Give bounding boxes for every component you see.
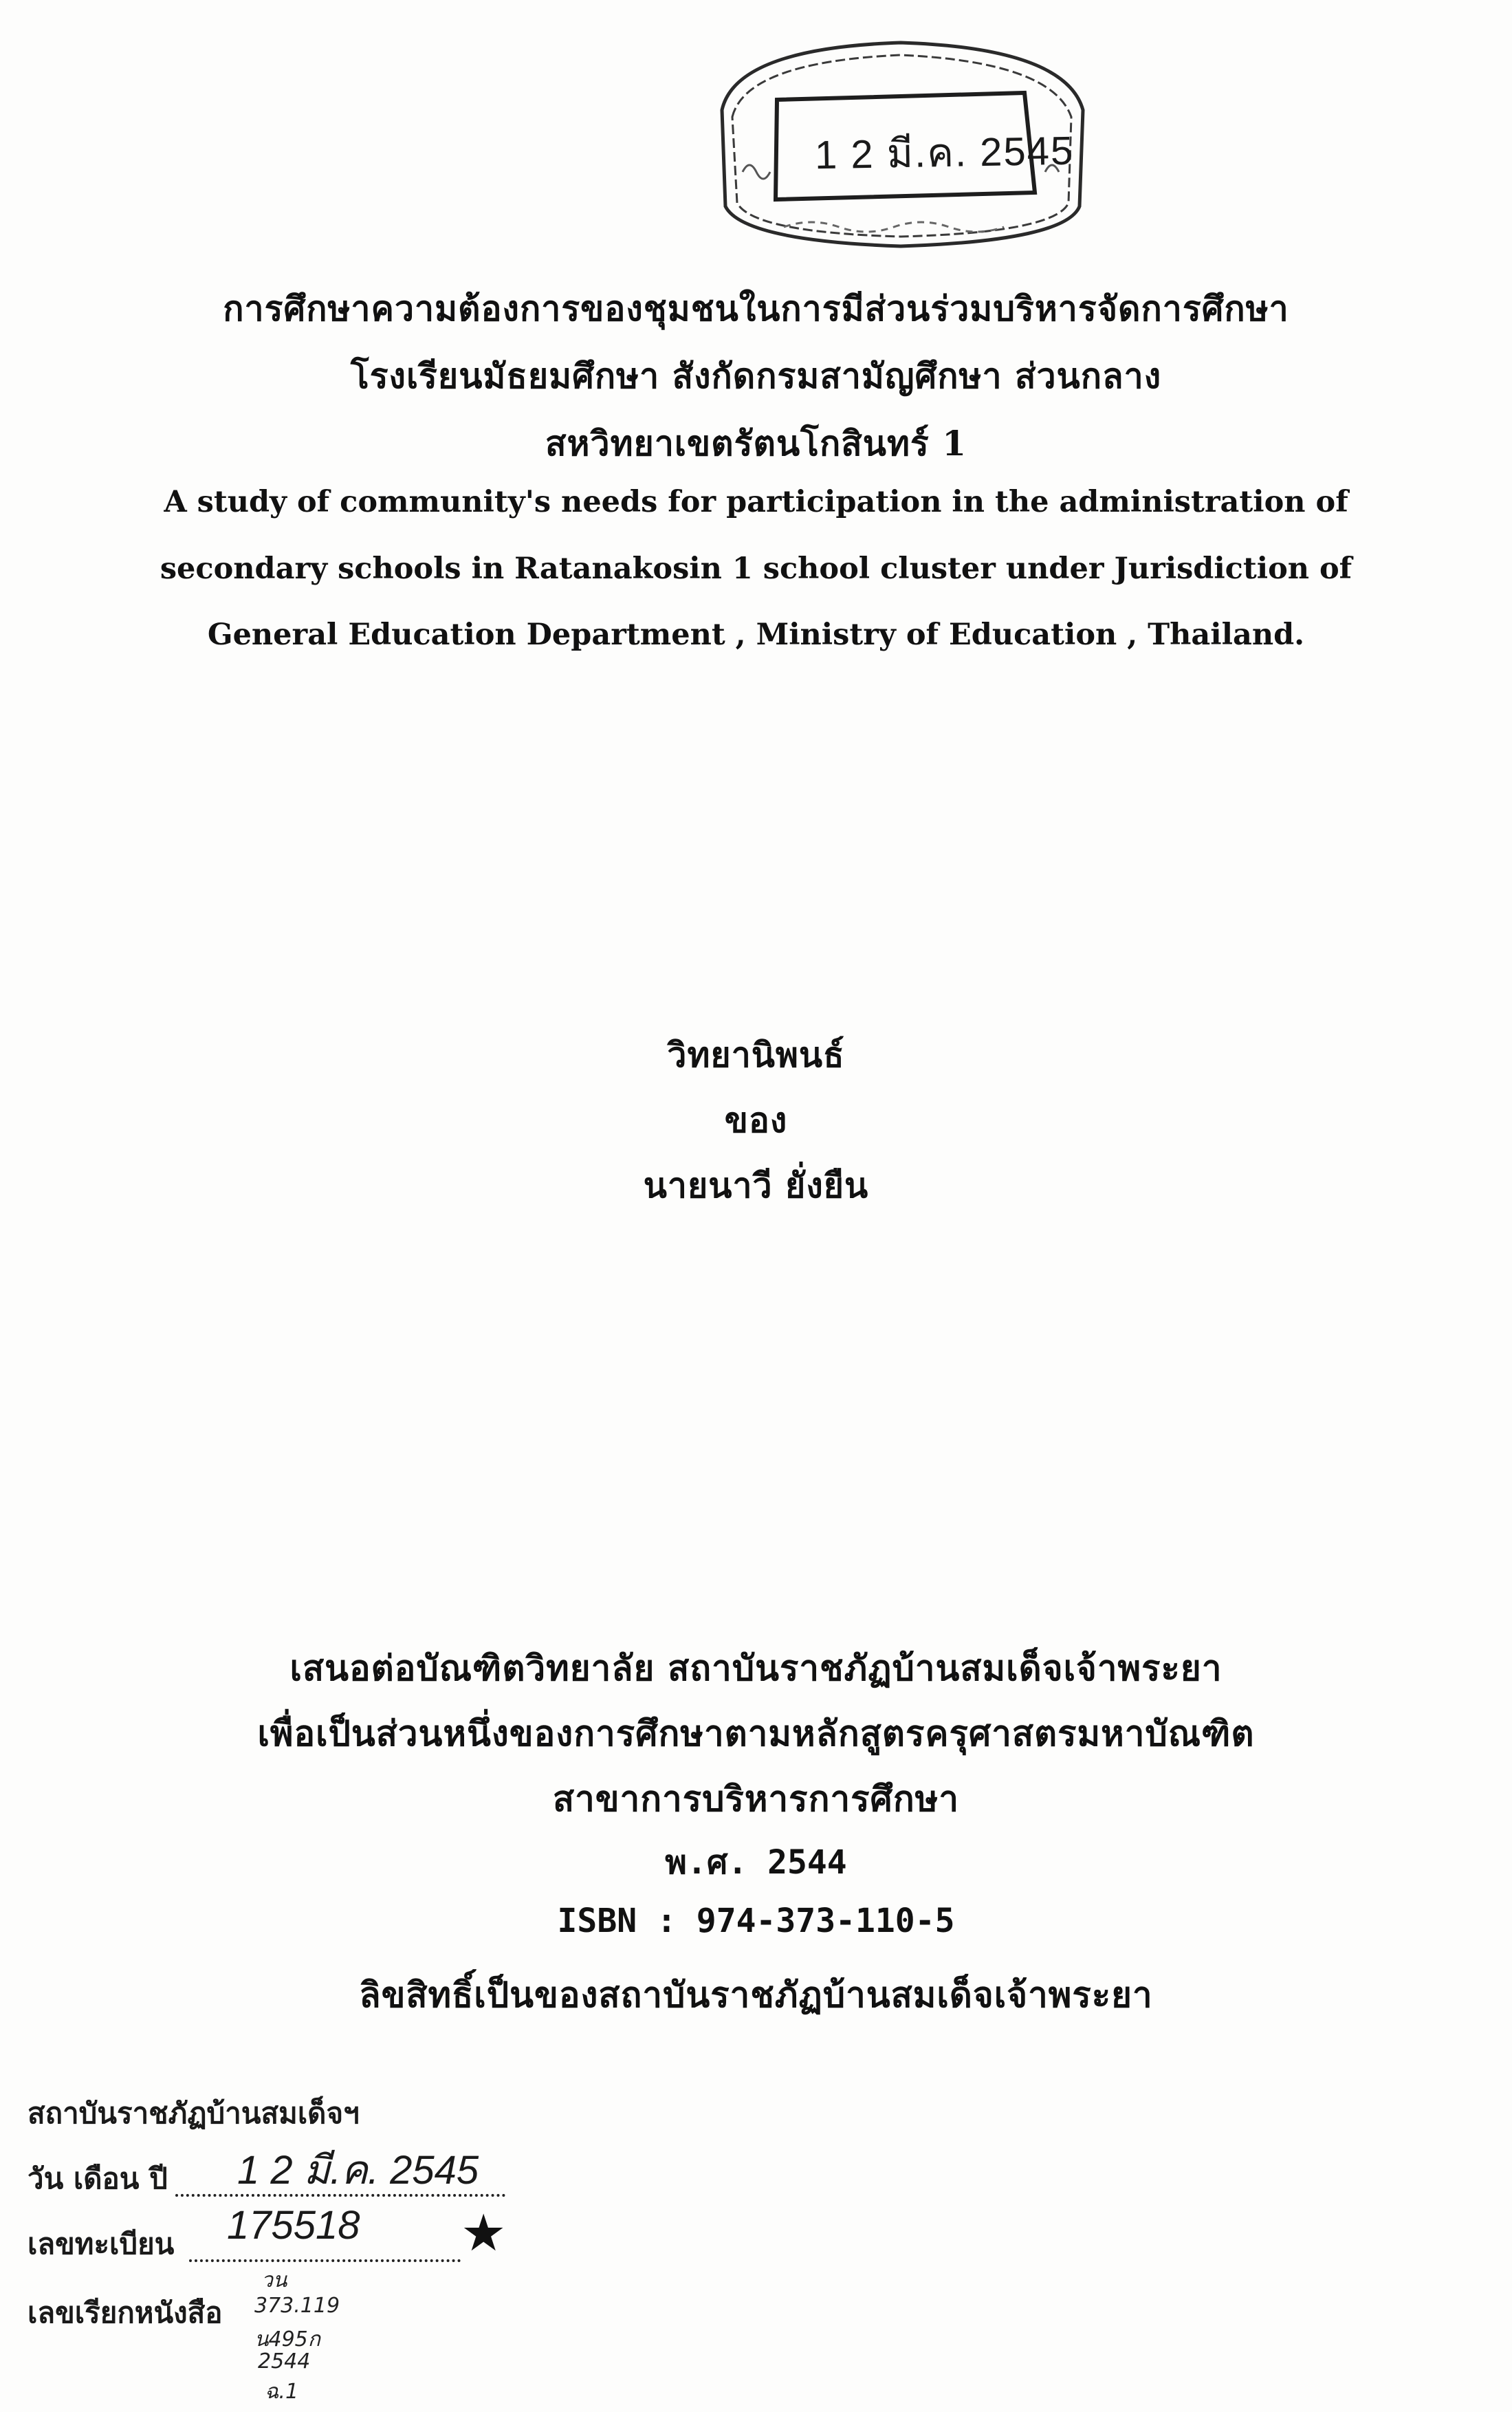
library-reg-label: เลขทะเบียน bbox=[28, 2227, 175, 2261]
thai-title-line-3: สหวิทยาเขตรัตนโกสินทร์ 1 bbox=[545, 423, 967, 464]
received-date-stamp bbox=[694, 34, 1107, 261]
english-title-line-1: A study of community's needs for participation in the administration of bbox=[164, 485, 1348, 519]
date-dotted-line bbox=[175, 2194, 505, 2197]
english-title-line-3: General Education Department , Ministry of Education , Thailand. bbox=[207, 618, 1305, 652]
english-title-line-2: secondary schools in Ratanakosin 1 school cluster under Jurisdiction of bbox=[160, 552, 1352, 586]
submission-line-1: เสนอต่อบัณฑิตวิทยาลัย สถาบันราชภัฏบ้านสมเด็จเจ้าพระยา bbox=[289, 1648, 1223, 1689]
star-icon: ★ bbox=[461, 2204, 507, 2263]
library-reg-value: 175518 bbox=[227, 2203, 360, 2248]
library-call-label: เลขเรียกหนังสือ bbox=[28, 2296, 223, 2329]
isbn: ISBN : 974-373-110-5 bbox=[557, 1902, 955, 1940]
submission-year: พ.ศ. 2544 bbox=[665, 1843, 847, 1882]
call-number-line-5: ฉ.1 bbox=[265, 2380, 299, 2404]
stamp-date-text: 1 2 มี.ค. 2545 bbox=[814, 128, 1075, 178]
thesis-label: วิทยานิพนธ์ bbox=[667, 1034, 845, 1075]
call-number-line-3: น495ก bbox=[254, 2327, 320, 2351]
call-number-line-2: 373.119 bbox=[254, 2294, 340, 2318]
author-name: นายนาวี ยั่งยืน bbox=[643, 1165, 869, 1206]
library-date-label: วัน เดือน ปี bbox=[28, 2162, 168, 2195]
thai-title-line-2: โรงเรียนมัธยมศึกษา สังกัดกรมสามัญศึกษา ส่วนกลาง bbox=[350, 356, 1162, 396]
submission-line-2: เพื่อเป็นส่วนหนึ่งของการศึกษาตามหลักสูตรครุศาสตรมหาบัณฑิต bbox=[257, 1713, 1255, 1754]
submission-line-3: สาขาการบริหารการศึกษา bbox=[552, 1779, 959, 1820]
call-number-line-1: วน bbox=[261, 2268, 287, 2292]
library-date-value: 1 2 มี.ค. 2545 bbox=[237, 2148, 479, 2193]
reg-dotted-line bbox=[189, 2259, 461, 2262]
call-number-line-4: 2544 bbox=[258, 2349, 311, 2373]
thesis-of-label: ของ bbox=[724, 1100, 788, 1140]
copyright-line: ลิขสิทธิ์เป็นของสถาบันราชภัฏบ้านสมเด็จเจ้าพระยา bbox=[359, 1975, 1153, 2016]
library-institution: สถาบันราชภัฏบ้านสมเด็จฯ bbox=[28, 2096, 360, 2130]
library-accession-stamp bbox=[28, 2091, 509, 2407]
thai-title-line-1: การศึกษาความต้องการของชุมชนในการมีส่วนร่วมบริหารจัดการศึกษา bbox=[223, 288, 1289, 329]
